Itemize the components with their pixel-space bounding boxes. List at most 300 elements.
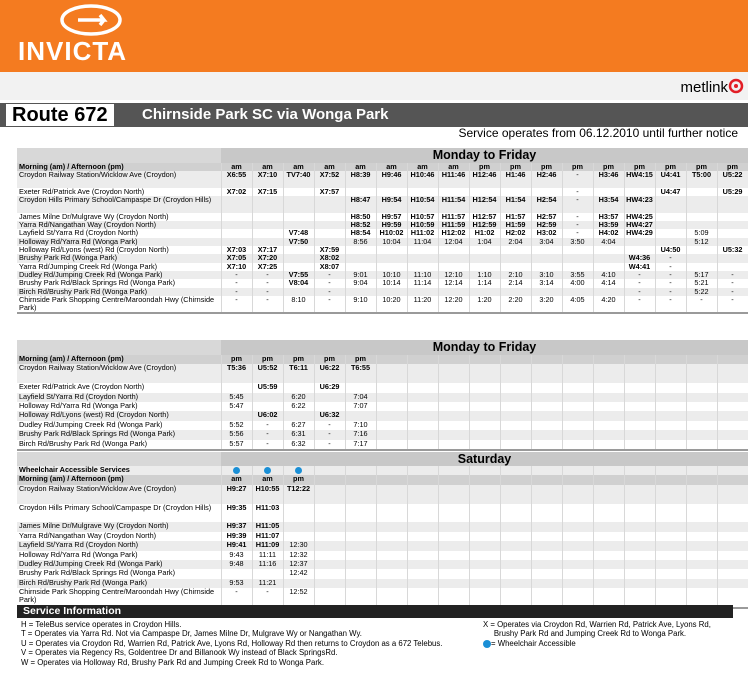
time-cell: 12:32: [289, 549, 308, 559]
period-cell: am: [355, 162, 366, 171]
column-divider: [438, 355, 439, 449]
column-divider: [252, 163, 253, 312]
time-cell: H1:59: [505, 220, 526, 230]
stop-name: Layfield St/Yarra Rd (Croydon North): [19, 392, 139, 401]
column-divider: [407, 466, 408, 607]
column-divider: [469, 466, 470, 607]
time-cell: 9:53: [229, 577, 244, 587]
time-cell: H10:55: [255, 483, 280, 493]
time-cell: 1:20: [477, 294, 492, 304]
time-cell: H11:54: [441, 195, 466, 205]
column-divider: [562, 466, 563, 607]
stop-name: Holloway Rd/Lyons (west) Rd (Croydon North): [19, 411, 169, 420]
column-divider: [283, 163, 284, 312]
note-wheelchair: = Wheelchair Accessible: [483, 639, 711, 648]
time-cell: -: [328, 419, 331, 429]
stop-name: Layfield St/Yarra Rd (Croydon North): [19, 229, 139, 238]
time-cell: -: [669, 294, 672, 304]
period-cell: pm: [572, 162, 583, 171]
column-divider: [345, 163, 346, 312]
period-cell: pm: [324, 354, 335, 363]
time-cell: U6:02: [257, 410, 278, 420]
time-cell: -: [576, 195, 579, 205]
stop-name: Yarra Rd/Nangathan Way (Croydon North): [19, 221, 157, 230]
note-t: T = Operates via Yarra Rd. Not via Campaspe Dr, James Milne Dr, Mulgrave Wy or Nangathan Wy.: [21, 629, 362, 639]
time-cell: 12:42: [289, 568, 308, 578]
metlink-swirl-icon: [728, 78, 744, 94]
time-cell: U6:22: [319, 363, 340, 373]
period-cell: am: [231, 474, 242, 484]
period-label: Morning (am) / Afternoon (pm): [19, 355, 124, 363]
time-cell: T5:00: [691, 170, 712, 180]
time-cell: H3:57: [598, 211, 619, 221]
time-cell: -: [328, 438, 331, 448]
time-cell: -: [266, 438, 269, 448]
route-number: Route 672: [6, 104, 114, 126]
time-cell: -: [235, 294, 238, 304]
time-cell: H12:46: [472, 170, 497, 180]
time-cell: H12:59: [472, 220, 497, 230]
time-cell: H11:02: [410, 228, 435, 238]
metlink-band: [0, 72, 748, 100]
time-cell: 12:37: [289, 559, 308, 568]
stop-name: Exeter Rd/Patrick Ave (Croydon North): [19, 187, 145, 196]
time-cell: H12:57: [472, 211, 497, 221]
time-cell: H9:41: [226, 540, 247, 550]
time-cell: -: [266, 286, 269, 296]
time-cell: 3:55: [570, 269, 585, 279]
period-cell: pm: [262, 354, 273, 363]
time-cell: H10:46: [410, 170, 435, 180]
time-cell: -: [731, 269, 734, 279]
time-cell: H11:03: [255, 502, 280, 512]
time-cell: 4:05: [570, 294, 585, 304]
period-cell: pm: [634, 162, 645, 171]
time-cell: -: [669, 269, 672, 279]
column-divider: [593, 355, 594, 449]
time-cell: H10:02: [379, 228, 404, 238]
stop-name: Birch Rd/Brushy Park Rd (Wonga Park): [19, 578, 148, 587]
column-divider: [314, 163, 315, 312]
period-label: Morning (am) / Afternoon (pm): [19, 163, 124, 171]
stop-name: Dudley Rd/Jumping Creek Rd (Wonga Park): [19, 560, 163, 568]
time-cell: -: [669, 286, 672, 296]
time-cell: V8:04: [288, 278, 309, 288]
column-divider: [593, 163, 594, 312]
time-cell: U5:22: [722, 170, 743, 180]
time-cell: H9:46: [381, 170, 402, 180]
column-divider: [376, 355, 377, 449]
time-cell: H3:02: [536, 228, 557, 238]
time-cell: H9:35: [226, 502, 247, 512]
time-cell: 10:04: [382, 236, 401, 246]
column-divider: [624, 466, 625, 607]
time-cell: -: [638, 294, 641, 304]
time-cell: H12:02: [441, 228, 466, 238]
time-cell: 10:10: [382, 269, 401, 279]
time-cell: X7:10: [257, 170, 278, 180]
column-divider: [531, 163, 532, 312]
time-cell: -: [731, 294, 734, 304]
time-cell: H4:02: [598, 228, 619, 238]
time-cell: -: [669, 278, 672, 288]
timetable-weekday-2: [17, 340, 748, 448]
period-cell: pm: [727, 162, 738, 171]
time-cell: H8:54: [350, 228, 371, 238]
time-cell: U5:32: [722, 245, 743, 254]
time-cell: -: [235, 269, 238, 279]
column-divider: [345, 466, 346, 607]
time-cell: T5:36: [226, 363, 247, 373]
time-cell: 5:45: [229, 391, 244, 401]
time-cell: 5:57: [229, 438, 244, 448]
heading-left-band: [17, 340, 221, 355]
time-cell: 7:10: [353, 419, 368, 429]
time-cell: X7:25: [257, 261, 278, 271]
metlink-logo: metlink: [680, 79, 728, 96]
stop-name: James Milne Dr/Mulgrave Wy (Croydon North): [19, 522, 169, 531]
time-cell: X7:59: [319, 245, 340, 254]
time-cell: 11:10: [413, 269, 432, 279]
column-divider: [407, 355, 408, 449]
time-cell: H10:57: [410, 211, 435, 221]
time-cell: 4:04: [601, 236, 616, 246]
stop-name: Brushy Park Rd/Black Springs Rd (Wonga Park): [19, 569, 175, 578]
time-cell: -: [328, 278, 331, 288]
time-cell: H2:59: [536, 220, 557, 230]
time-cell: 5:09: [694, 228, 709, 238]
time-cell: W4:41: [628, 261, 651, 271]
column-divider: [655, 163, 656, 312]
time-cell: H9:57: [381, 211, 402, 221]
time-cell: H3:46: [598, 170, 619, 180]
time-cell: 5:56: [229, 429, 244, 439]
time-cell: X8:07: [319, 261, 340, 271]
time-cell: 12:04: [444, 236, 463, 246]
time-cell: -: [266, 269, 269, 279]
time-cell: 6:22: [291, 401, 306, 410]
wheelchair-icon: [295, 467, 302, 474]
time-cell: 4:20: [601, 294, 616, 304]
time-cell: 4:14: [601, 278, 616, 288]
time-cell: X7:52: [319, 170, 340, 180]
invicta-swoosh-icon: [60, 4, 122, 36]
time-cell: X6:55: [226, 170, 247, 180]
time-cell: 6:32: [291, 438, 306, 448]
wheelchair-icon: [264, 467, 271, 474]
time-cell: H1:57: [505, 211, 526, 221]
column-divider: [500, 355, 501, 449]
period-cell: am: [448, 162, 459, 171]
time-cell: X7:20: [257, 253, 278, 263]
column-divider: [221, 163, 222, 312]
time-cell: 7:04: [353, 391, 368, 401]
time-cell: 9:01: [353, 269, 368, 279]
time-cell: 12:14: [444, 278, 463, 288]
time-cell: U6:32: [319, 410, 340, 420]
column-divider: [717, 466, 718, 607]
time-cell: -: [731, 286, 734, 296]
service-notes-right: [483, 620, 711, 648]
time-cell: -: [669, 261, 672, 271]
time-cell: H2:57: [536, 211, 557, 221]
time-cell: 3:20: [539, 294, 554, 304]
day-heading: Saturday: [221, 452, 748, 466]
time-cell: 2:20: [508, 294, 523, 304]
column-divider: [500, 163, 501, 312]
wheelchair-icon: [233, 467, 240, 474]
time-cell: H2:02: [505, 228, 526, 238]
stop-name: Croydon Railway Station/Wicklow Ave (Croydon): [19, 484, 177, 493]
time-cell: 8:56: [353, 236, 368, 246]
timetable-weekday-1: [17, 148, 748, 321]
time-cell: 11:14: [413, 278, 432, 288]
time-cell: HW4:29: [626, 228, 653, 238]
period-cell: pm: [541, 162, 552, 171]
time-cell: H3:59: [598, 220, 619, 230]
time-cell: -: [638, 269, 641, 279]
stop-name: Dudley Rd/Jumping Creek Rd (Wonga Park): [19, 420, 163, 429]
time-cell: -: [266, 294, 269, 304]
period-cell: pm: [293, 474, 304, 484]
time-cell: 12:30: [289, 540, 308, 550]
time-cell: X7:05: [226, 253, 247, 263]
period-cell: pm: [293, 354, 304, 363]
note-u: U = Operates via Croydon Rd, Warrien Rd, Patrick Ave, Lyons Rd, Holloway Rd then returns to Croydon as a 672 Telebus.: [21, 638, 443, 648]
time-cell: 5:52: [229, 419, 244, 429]
column-divider: [500, 466, 501, 607]
timetable-saturday: [17, 452, 748, 605]
period-cell: am: [293, 162, 304, 171]
time-cell: 7:16: [353, 429, 368, 439]
time-cell: -: [235, 587, 238, 597]
column-divider: [624, 163, 625, 312]
column-divider: [686, 355, 687, 449]
time-cell: T12:22: [286, 483, 311, 493]
time-cell: 6:27: [291, 419, 306, 429]
time-cell: 11:11: [258, 549, 277, 559]
column-divider: [562, 355, 563, 449]
time-cell: H9:54: [381, 195, 402, 205]
period-cell: pm: [479, 162, 490, 171]
column-divider: [469, 163, 470, 312]
column-divider: [531, 466, 532, 607]
stop-name: Croydon Hills Primary School/Campaspe Dr (Croydon Hills): [19, 503, 212, 512]
invicta-logo: [18, 4, 168, 70]
time-cell: -: [576, 228, 579, 238]
stop-name: Birch Rd/Brushy Park Rd (Wonga Park): [19, 287, 148, 296]
period-cell: am: [386, 162, 397, 171]
time-cell: -: [638, 286, 641, 296]
time-cell: TV7:40: [286, 170, 311, 180]
time-cell: H8:47: [350, 195, 371, 205]
stop-name: Brushy Park Rd/Black Springs Rd (Wonga Park): [19, 279, 175, 288]
time-cell: H11:59: [441, 220, 466, 230]
time-cell: 4:00: [570, 278, 585, 288]
stop-name: Croydon Railway Station/Wicklow Ave (Croydon): [19, 171, 177, 180]
time-cell: -: [266, 429, 269, 439]
period-cell: am: [231, 162, 242, 171]
time-cell: -: [576, 211, 579, 221]
time-cell: 12:52: [289, 587, 308, 597]
time-cell: -: [638, 278, 641, 288]
time-cell: H10:59: [410, 220, 435, 230]
column-divider: [438, 466, 439, 607]
service-notes-left: [21, 620, 442, 667]
time-cell: H11:57: [441, 211, 466, 221]
time-cell: H8:52: [350, 220, 371, 230]
column-divider: [469, 355, 470, 449]
time-cell: H1:46: [505, 170, 526, 180]
period-cell: am: [262, 162, 273, 171]
time-cell: 3:50: [570, 236, 585, 246]
time-cell: X7:17: [257, 245, 278, 254]
time-cell: 9:10: [353, 294, 368, 304]
stop-name: Brushy Park Rd/Black Springs Rd (Wonga Park): [19, 430, 175, 439]
time-cell: 3:04: [539, 236, 554, 246]
brand-name: INVICTA: [18, 36, 128, 66]
time-cell: 10:14: [382, 278, 401, 288]
stop-name: Chirnside Park Shopping Centre/Maroondah Hwy (Chirnside Park): [19, 588, 215, 605]
column-divider: [345, 355, 346, 449]
time-cell: 12:10: [444, 269, 463, 279]
time-cell: U4:50: [660, 245, 681, 254]
time-cell: W4:36: [628, 253, 651, 263]
time-cell: X7:03: [226, 245, 247, 254]
time-cell: V7:55: [288, 269, 309, 279]
time-cell: -: [266, 587, 269, 597]
column-divider: [717, 163, 718, 312]
time-cell: T6:55: [350, 363, 371, 373]
period-cell: am: [417, 162, 428, 171]
service-info-title: Service Information: [17, 605, 733, 618]
stop-name: Exeter Rd/Patrick Ave (Croydon North): [19, 383, 145, 392]
stop-name: Holloway Rd/Yarra Rd (Wonga Park): [19, 402, 138, 410]
time-cell: H2:54: [536, 195, 557, 205]
column-divider: [376, 466, 377, 607]
column-divider: [314, 466, 315, 607]
time-cell: 11:20: [413, 294, 432, 304]
time-cell: 3:14: [539, 278, 554, 288]
heading-left-band: [17, 148, 221, 163]
time-cell: U5:29: [722, 186, 743, 196]
time-cell: 3:10: [539, 269, 554, 279]
period-cell: pm: [231, 354, 242, 363]
time-cell: U5:52: [257, 363, 278, 373]
time-cell: 4:10: [601, 269, 616, 279]
time-cell: 11:21: [258, 577, 277, 587]
time-cell: HW4:23: [626, 195, 653, 205]
period-cell: pm: [665, 162, 676, 171]
stop-name: Yarra Rd/Jumping Creek Rd (Wonga Park): [19, 262, 158, 271]
time-cell: 11:16: [258, 559, 277, 568]
time-cell: 5:47: [229, 401, 244, 410]
time-cell: -: [576, 186, 579, 196]
column-divider: [376, 163, 377, 312]
period-cell: am: [262, 474, 273, 484]
note-w: W = Operates via Holloway Rd, Brushy Park Rd and Jumping Creek Rd to Wonga Park.: [21, 657, 324, 667]
time-cell: H9:27: [226, 483, 247, 493]
stop-name: Dudley Rd/Jumping Creek Rd (Wonga Park): [19, 270, 163, 279]
time-cell: 2:14: [508, 278, 523, 288]
time-cell: 1:04: [477, 236, 492, 246]
time-cell: 10:20: [382, 294, 401, 304]
stop-name: Holloway Rd/Yarra Rd (Wonga Park): [19, 550, 138, 559]
note-x-cont: Brushy Park Rd and Jumping Creek Rd to Wonga Park.: [483, 629, 687, 639]
time-cell: 6:31: [291, 429, 306, 439]
stop-name: Croydon Hills Primary School/Campaspe Dr (Croydon Hills): [19, 196, 212, 205]
time-cell: 5:21: [694, 278, 709, 288]
time-cell: HW4:25: [626, 211, 653, 221]
time-cell: 11:04: [413, 236, 432, 246]
time-cell: 1:10: [477, 269, 492, 279]
period-cell: pm: [696, 162, 707, 171]
stop-name: Holloway Rd/Yarra Rd (Wonga Park): [19, 237, 138, 246]
column-divider: [686, 163, 687, 312]
time-cell: 5:12: [694, 236, 709, 246]
note-x: X = Operates via Croydon Rd, Warrien Rd, Patrick Ave, Lyons Rd,: [483, 620, 711, 629]
column-divider: [686, 466, 687, 607]
time-cell: -: [669, 253, 672, 263]
wheelchair-icon: [483, 640, 491, 648]
time-cell: -: [235, 286, 238, 296]
time-cell: 8:10: [291, 294, 306, 304]
note-v: V = Operates via Regency Rs, Goldentree Dr and Billanook Wy instead of Black SpringsRd.: [21, 648, 338, 658]
time-cell: -: [328, 269, 331, 279]
column-divider: [531, 355, 532, 449]
column-divider: [655, 355, 656, 449]
time-cell: -: [576, 220, 579, 230]
period-cell: pm: [603, 162, 614, 171]
time-cell: 2:04: [508, 236, 523, 246]
period-label: Morning (am) / Afternoon (pm): [19, 475, 124, 484]
time-cell: T6:11: [289, 363, 308, 373]
stop-name: Holloway Rd/Lyons (west) Rd (Croydon North): [19, 246, 169, 254]
time-cell: 9:04: [353, 278, 368, 288]
column-divider: [252, 355, 253, 449]
time-cell: 1:14: [477, 278, 492, 288]
stop-name: Croydon Railway Station/Wicklow Ave (Croydon): [19, 364, 177, 373]
time-cell: 6:20: [291, 391, 306, 401]
time-cell: HW4:27: [626, 220, 653, 230]
time-cell: HW4:15: [626, 170, 653, 180]
time-cell: 5:22: [694, 286, 709, 296]
time-cell: H11:09: [255, 540, 280, 550]
time-cell: V7:48: [288, 228, 309, 238]
wheelchair-label: Wheelchair Accessible Services: [19, 466, 130, 474]
column-divider: [314, 355, 315, 449]
time-cell: X7:10: [226, 261, 247, 271]
time-cell: -: [731, 278, 734, 288]
time-cell: H3:54: [598, 195, 619, 205]
time-cell: H10:54: [410, 195, 435, 205]
column-divider: [624, 355, 625, 449]
time-cell: U5:59: [257, 382, 278, 392]
column-divider: [717, 355, 718, 449]
time-cell: H2:46: [536, 170, 557, 180]
table-bottom-rule: [17, 449, 748, 451]
stop-name: Yarra Rd/Nangathan Way (Croydon North): [19, 531, 157, 540]
time-cell: -: [266, 419, 269, 429]
time-cell: H8:50: [350, 211, 371, 221]
period-cell: am: [324, 162, 335, 171]
time-cell: 7:17: [353, 438, 368, 448]
time-cell: U4:41: [660, 170, 681, 180]
time-cell: 2:10: [508, 269, 523, 279]
time-cell: -: [328, 429, 331, 439]
period-cell: pm: [510, 162, 521, 171]
stop-name: Birch Rd/Brushy Park Rd (Wonga Park): [19, 439, 148, 448]
